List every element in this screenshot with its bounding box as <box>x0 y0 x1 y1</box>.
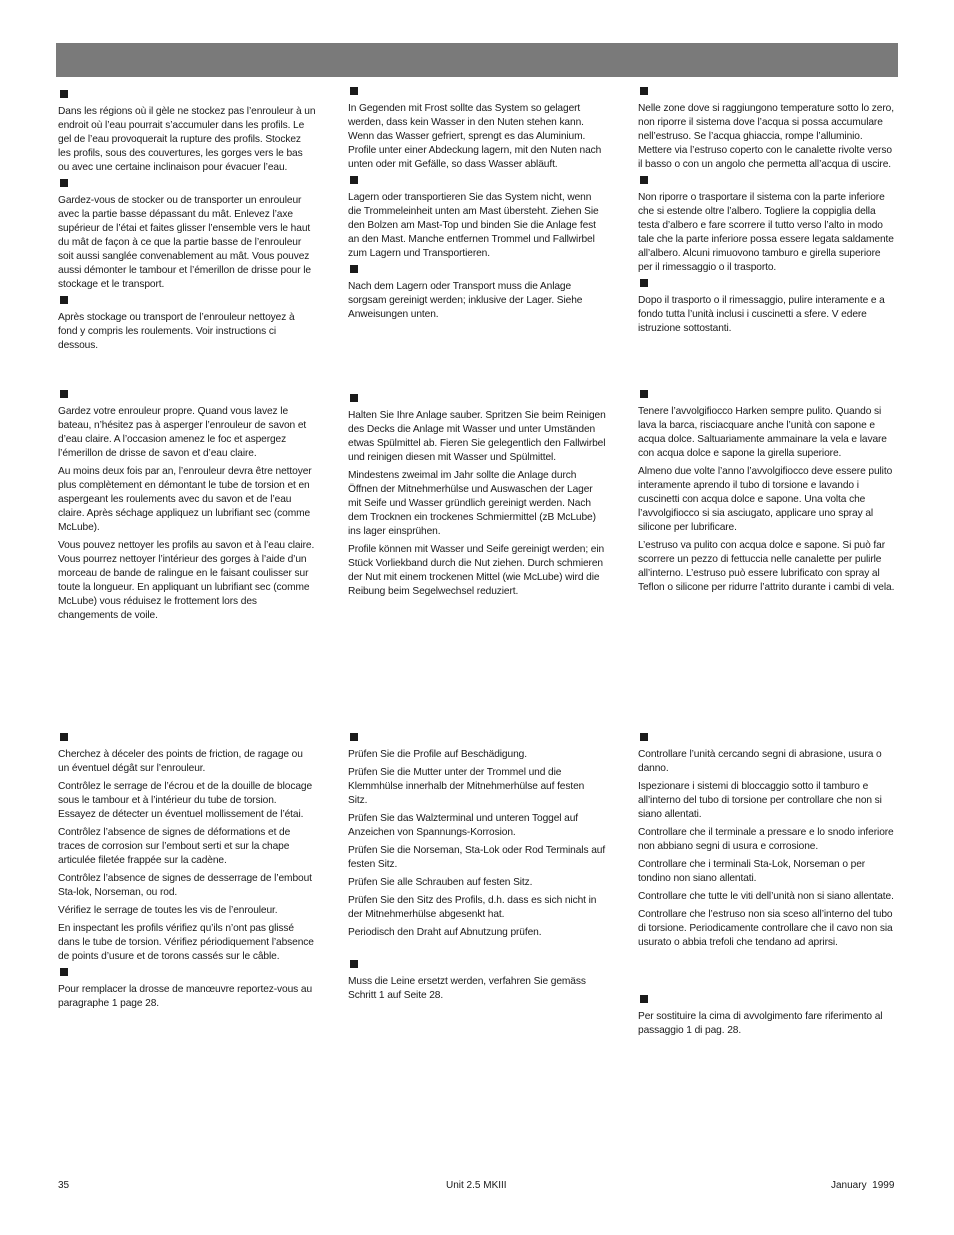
it-storage-section <box>638 87 896 340</box>
it-inspection-paragraph: Controllare l’unità cercando segni di abrasione, usura o danno. <box>638 749 882 774</box>
bullet-marker <box>350 87 358 95</box>
fr-inspection-paragraph: Cherchez à déceler des points de friction, de ragage ou un éventuel dégât sur l’enrouleur. <box>58 749 303 774</box>
it-inspection-paragraph: Ispezionare i sistemi di bloccaggio sotto il tamburo e all’interno del tubo di torsione per controllare che non si siano allentati. <box>638 781 882 820</box>
fr-replace-paragraph: Pour remplacer la drosse de manœuvre reportez-vous au paragraphe 1 page 28. <box>58 984 313 1009</box>
it-storage-paragraph: Non riporre o trasportare il sistema con la parte inferiore che si estende oltre l’albero. Togliere la coppiglia della testa d’albero e fare scorrere il tutto verso l’alto in modo tale che la parte inferiore possa essere legata saldamente all’albero. Alcuni rimuovono tamburo e girella superiore per il rimessaggio o il trasporto. <box>638 192 894 273</box>
de-inspection-paragraph: Prüfen Sie alle Schrauben auf festen Sitz. <box>348 877 533 888</box>
de-storage-paragraph: Nach dem Lagern oder Transport muss die Anlage sorgsam gereinigt werden; inklusive der Lager. Siehe Anweisungen unten. <box>348 281 583 320</box>
de-inspection-paragraph: Prüfen Sie die Profile auf Beschädigung. <box>348 749 527 760</box>
bullet-marker <box>60 179 68 187</box>
it-inspection-section <box>638 733 896 954</box>
fr-cleaning-paragraph: Gardez votre enrouleur propre. Quand vous lavez le bateau, n’hésitez pas à asperger l’enrouleur de savon et d’eau claire. A l’occasion amenez le foc et aspergez l’émerillon de drisse de savon et d’eau claire. <box>58 406 307 459</box>
it-inspection-paragraph: Controllare che tutte le viti dell’unità non si siano allentate. <box>638 891 894 902</box>
it-replace-section <box>638 995 896 1042</box>
de-inspection-paragraph: Prüfen Sie das Walzterminal und unteren Toggel auf Anzeichen von Spannungs-Korrosion. <box>348 813 579 838</box>
it-storage-paragraph: Dopo il trasporto o il rimessaggio, pulire interamente e a fondo tutta l’unità inclusi i cuscinetti a sfere. V edere istruzione sottostanti. <box>638 295 885 334</box>
fr-cleaning-section <box>58 390 316 627</box>
unit-label: Unit 2.5 MKIII <box>446 1180 507 1191</box>
it-inspection-paragraph: Controllare che il terminale a pressare e lo snodo inferiore non abbiano segni di usura e corrosione. <box>638 827 894 852</box>
fr-storage-section <box>58 90 316 357</box>
bullet-marker <box>640 279 648 287</box>
bullet-marker <box>60 733 68 741</box>
fr-inspection-paragraph: Contrôlez l’absence de signes de déformations et de traces de corrosion sur l’embout serti et sur la chape articulée filetée frappée sur la cadène. <box>58 827 291 866</box>
de-inspection-paragraph: Periodisch den Draht auf Abnutzung prüfen. <box>348 927 542 938</box>
de-inspection-paragraph: Prüfen Sie den Sitz des Profils, d.h. dass es sich nicht in der Mitnehmerhülse abgesenkt hat. <box>348 895 597 920</box>
it-cleaning-section <box>638 390 896 599</box>
bullet-marker <box>350 176 358 184</box>
bullet-marker <box>60 390 68 398</box>
de-storage-paragraph: In Gegenden mit Frost sollte das System so gelagert werden, dass kein Wasser in den Nuten stehen kann. Wenn das Wasser gefriert, sprengt es das Aluminium. Profile unter einer Abdeckung lagern, mit den Nuten nach unten oder mit Gefälle, so dass Wasser abläuft. <box>348 103 602 170</box>
fr-inspection-paragraph: Contrôlez l’absence de signes de desserrage de l’embout Sta-lok, Norseman, ou rod. <box>58 873 312 898</box>
fr-storage-paragraph: Gardez-vous de stocker ou de transporter un enrouleur avec la partie basse dépassant du mât. Enlevez l’axe supérieur de l’étai et faites glisser l’ensemble vers le haut du mât de façon à ce que la partie basse de l’enrouleur soit aussi sanglée convenablement au mât. Vous pouvez aussi démonter le tambour et l’émerillon de drisse pour le stockage et le transport. <box>58 195 311 290</box>
bullet-marker <box>60 90 68 98</box>
de-inspection-section <box>348 733 606 944</box>
fr-inspection-paragraph: Contrôlez le serrage de l’écrou et de la douille de blocage sous le tambour et à l’intérieur du tube de torsion. Essayez de détecter un éventuel mollissement de l’étai. <box>58 781 313 820</box>
bullet-marker <box>640 733 648 741</box>
de-inspection-paragraph: Prüfen Sie die Norseman, Sta-Lok oder Rod Terminals auf festen Sitz. <box>348 845 606 870</box>
de-replace-paragraph: Muss die Leine ersetzt werden, verfahren Sie gemäss Schritt 1 auf Seite 28. <box>348 976 586 1001</box>
bullet-marker <box>640 87 648 95</box>
fr-inspection-section <box>58 733 316 1015</box>
de-inspection-paragraph: Prüfen Sie die Mutter unter der Trommel und die Klemmhülse innerhalb der Mitnehmerhülse auf festen Sitz. <box>348 767 585 806</box>
date-label: January 1999 <box>831 1180 895 1191</box>
de-cleaning-paragraph: Profile können mit Wasser und Seife gereinigt werden; ein Stück Vorliekband durch die Nut ziehen. Durch schmieren der Nut mit einem trockenen Mittel (wie McLube) wird die Reibung beim Segelwechsel reduziert. <box>348 544 605 597</box>
bullet-marker <box>640 995 648 1003</box>
it-inspection-paragraph: Controllare che i terminali Sta-Lok, Norseman o per tondino non siano allentati. <box>638 859 866 884</box>
de-storage-paragraph: Lagern oder transportieren Sie das System nicht, wenn die Trommeleinheit unten am Mast übersteht. Ziehen Sie den Bolzen am Mast-Top und binden Sie die Anlage fest an den Mast. Manche entfernen Trommel und Fallwirbel zum Lagern und Transportieren. <box>348 192 599 259</box>
fr-inspection-paragraph: En inspectant les profils vérifiez qu’ils n’ont pas glissé dans le tube de torsion. Vérifiez périodiquement l’absence de points d’usure et de torons cassés sur le câble. <box>58 923 314 962</box>
bullet-marker <box>640 176 648 184</box>
it-cleaning-paragraph: Almeno due volte l’anno l’avvolgifiocco deve essere pulito interamente aprendo il tubo di torsione e lavando i cuscinetti con acqua dolce e sapone. Una volta che l’avvolgifiocco si sia asciugato, applicare uno spray al silicone per lubrificare. <box>638 466 893 533</box>
bullet-marker <box>640 390 648 398</box>
bullet-marker <box>350 394 358 402</box>
bullet-marker <box>60 968 68 976</box>
fr-cleaning-paragraph: Au moins deux fois par an, l’enrouleur devra être nettoyer plus complètement en démontant le tube de torsion et en aspergeant les roulements avec du savon et de l’eau claire. Après séchage appliquez un lubrifiant sec (comme McLube). <box>58 466 312 533</box>
de-cleaning-paragraph: Halten Sie Ihre Anlage sauber. Spritzen Sie beim Reinigen des Decks die Anlage mit Wasser und unter Umständen etwas Spülmittel ab. Fieren Sie gelegentlich den Fallwirbel und reinigen diesen mit Wasser und Spülmittel. <box>348 410 606 463</box>
fr-storage-paragraph: Dans les régions où il gèle ne stockez pas l’enrouleur à un endroit où l’eau pourrait s’accumuler dans les profils. Le gel de l’eau provoquerait la rupture des profils. Stockez les profils, sous des couvertures, les gorges vers le bas ou avec une certaine inclinaison pour évacuer l’eau. <box>58 106 316 173</box>
bullet-marker <box>350 265 358 273</box>
fr-inspection-paragraph: Vérifiez le serrage de toutes les vis de l’enrouleur. <box>58 905 278 916</box>
de-cleaning-paragraph: Mindestens zweimal im Jahr sollte die Anlage durch Öffnen der Mitnehmerhülse und Auswaschen der Lager mit Seife und Wasser gründlich gereinigt werden. Nach dem Trocknen ein trockenes Schmiermittel (zB McLube) ins lager einsprühen. <box>348 470 596 537</box>
it-cleaning-paragraph: Tenere l’avvolgifiocco Harken sempre pulito. Quando si lava la barca, risciacquare anche l’unità con sapone e acqua dolce. Saltuariamente ammainare la vela e lavare con acqua dolce e sapone la girella superiore. <box>638 406 887 459</box>
bullet-marker <box>350 733 358 741</box>
it-replace-paragraph: Per sostituire la cima di avvolgimento fare riferimento al passaggio 1 di pag. 28. <box>638 1011 883 1036</box>
de-cleaning-section <box>348 394 606 603</box>
header-bar <box>56 43 898 77</box>
it-storage-paragraph: Nelle zone dove si raggiungono temperature sotto lo zero, non riporre il sistema dove l’acqua si possa accumulare nell’estruso. Se l’acqua ghiaccia, rompe l’alluminio. Mettere via l’estruso coperto con le canalette rivolte verso il basso o con un angolo che permetta all’acqua di uscire. <box>638 103 894 170</box>
de-replace-section <box>348 960 606 1007</box>
bullet-marker <box>60 296 68 304</box>
it-cleaning-paragraph: L’estruso va pulito con acqua dolce e sapone. Si può far scorrere un pezzo di fettuccia nelle canalette per pulirle all’interno. L’estruso può essere lubrificato con spray al Teflon o silicone per ridurre l’attrito durante i cambi di vela. <box>638 540 895 593</box>
fr-cleaning-paragraph: Vous pouvez nettoyer les profils au savon et à l’eau claire. Vous pourrez nettoyer l’intérieur des gorges à l’aide d’un morceau de bande de ralingue en le faisant coulisser sur toute la longueur. En appliquant un lubrifiant sec (comme McLube) vous réduisez le frottement lors des changements de voile. <box>58 540 315 621</box>
bullet-marker <box>350 960 358 968</box>
fr-storage-paragraph: Après stockage ou transport de l’enrouleur nettoyez à fond y compris les roulements. Voir instructions ci dessous. <box>58 312 295 351</box>
it-inspection-paragraph: Controllare che l’estruso non sia sceso all’interno del tubo di torsione. Periodicamente controllare che il cavo non sia usurato o abbia trefoli che tendano ad aprirsi. <box>638 909 893 948</box>
de-storage-section <box>348 87 606 326</box>
page-number: 35 <box>58 1180 70 1191</box>
